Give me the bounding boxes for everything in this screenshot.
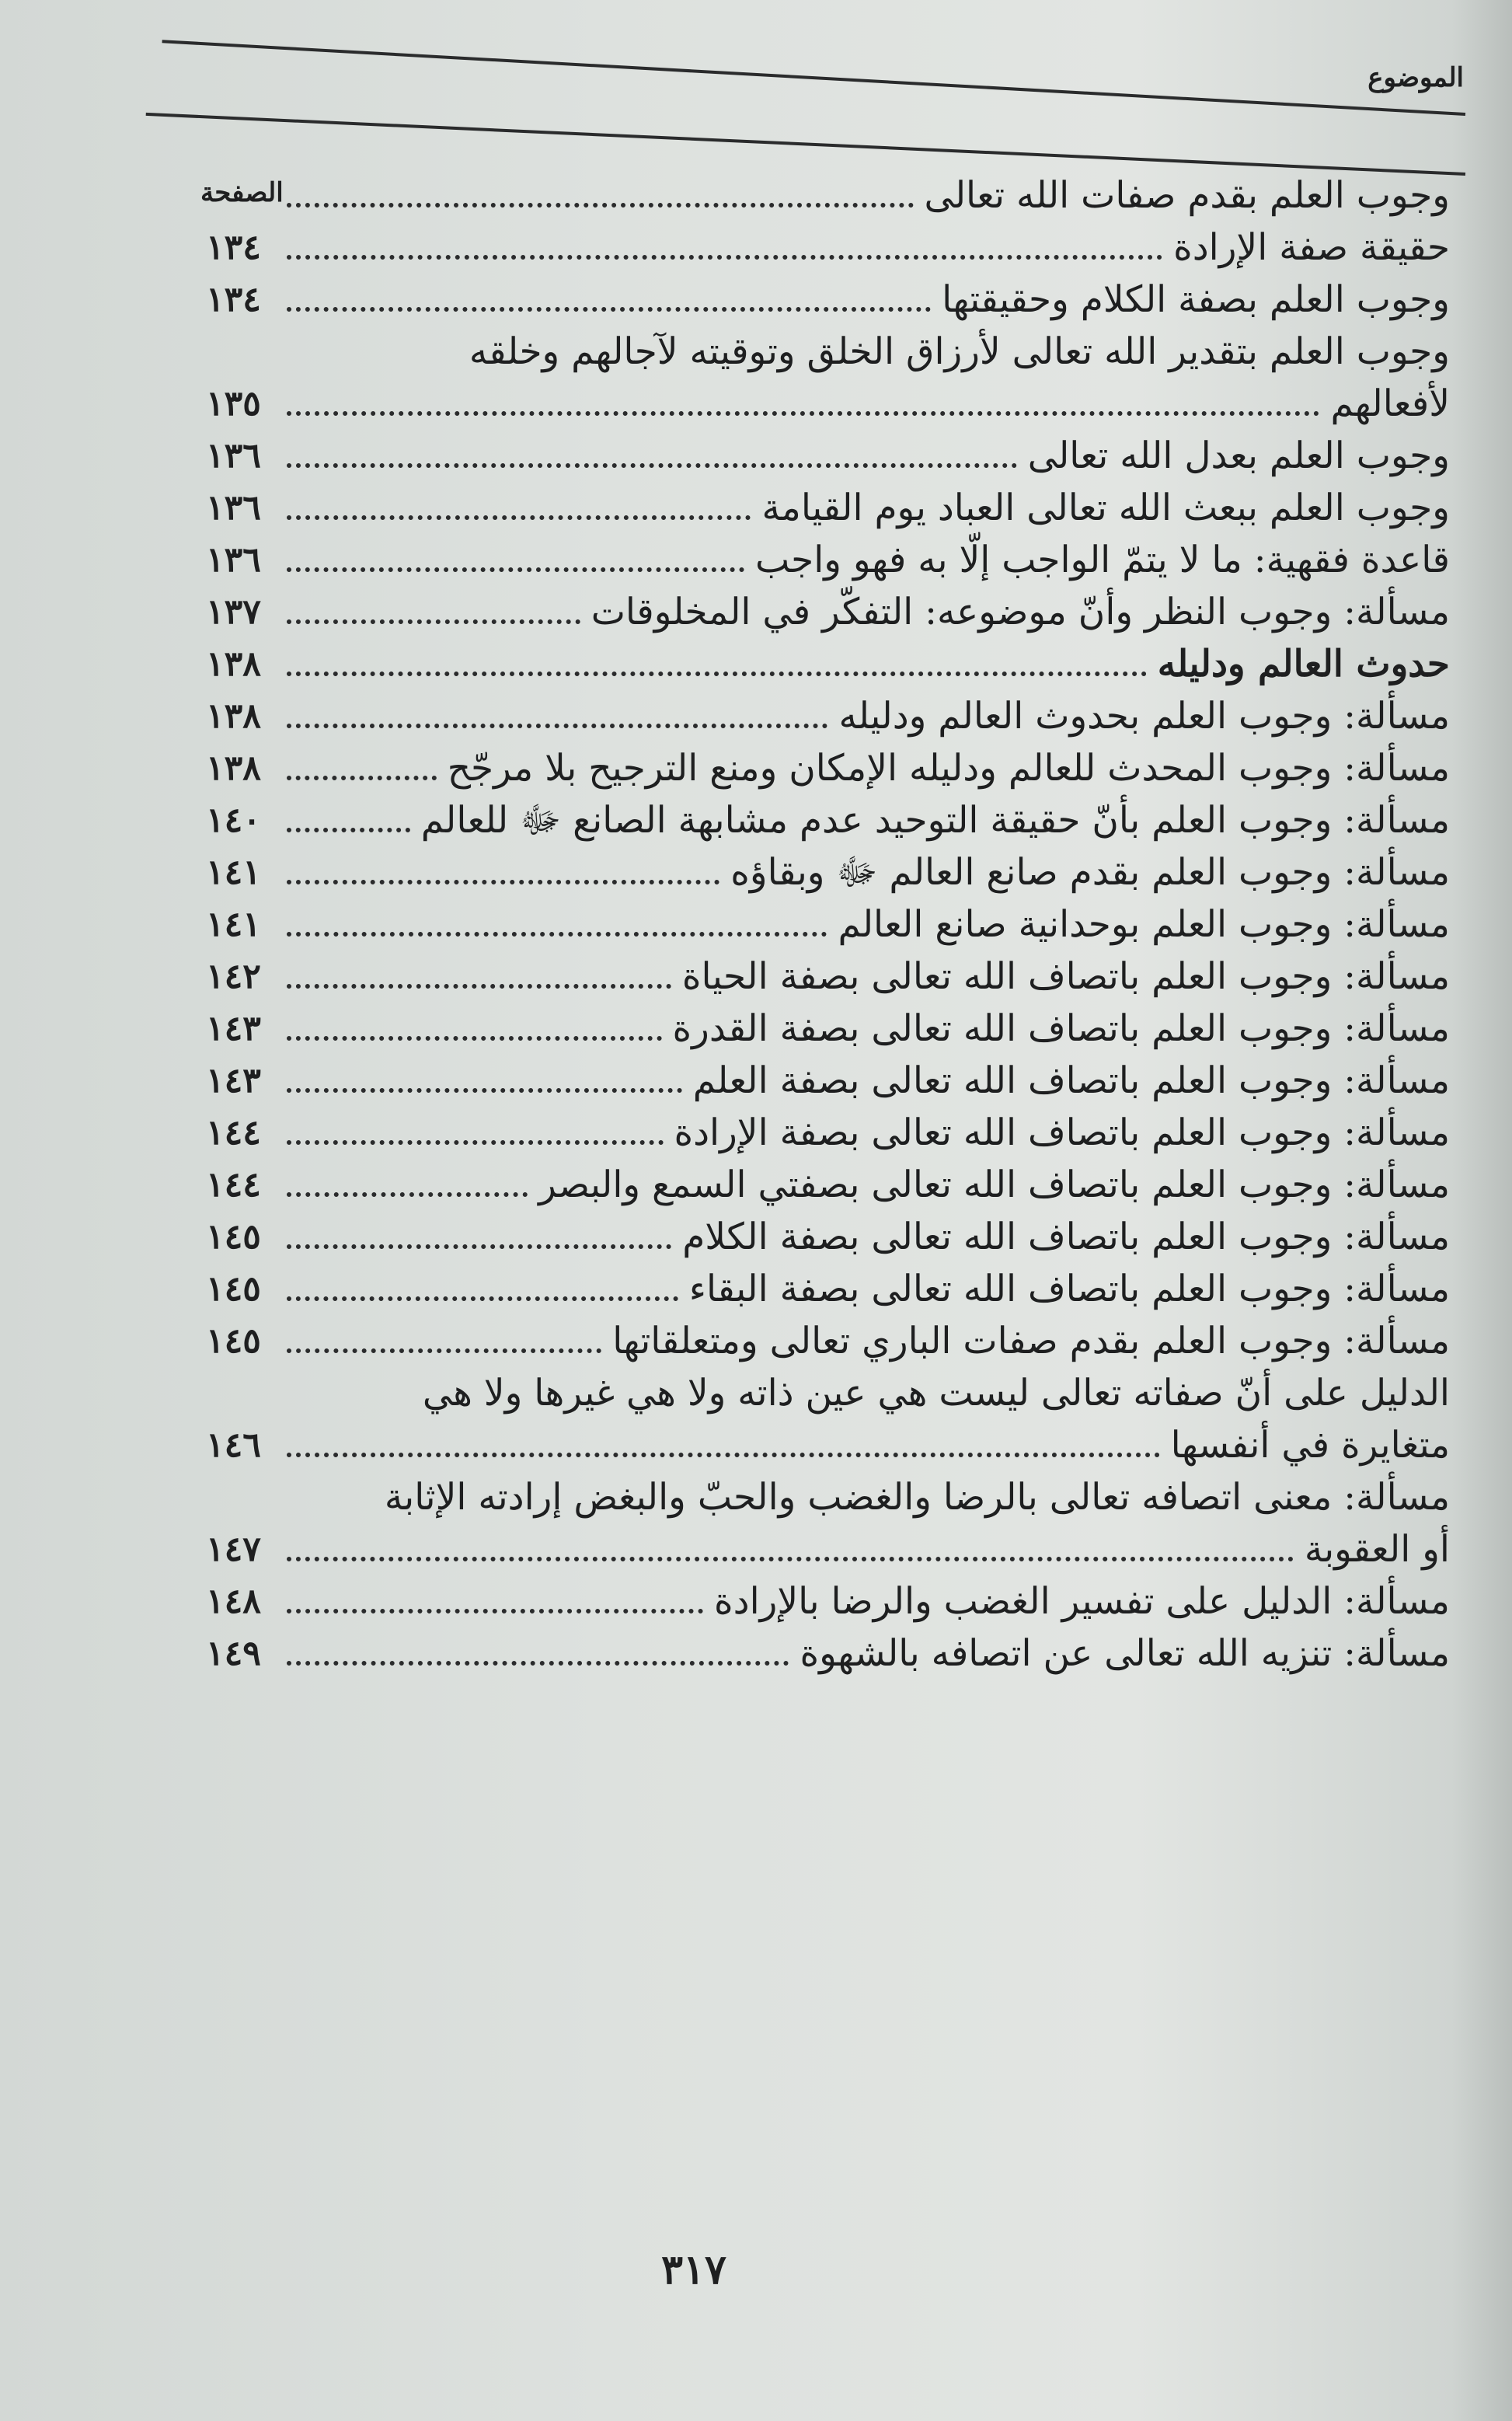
dot-leader [287, 1244, 671, 1249]
entry-page: ١٤٥ [206, 1217, 261, 1257]
entry-title: قاعدة فقهية: ما لا يتمّ الواجب إلّا به فهو واجب [755, 539, 1450, 581]
entry-page: ١٤١ [206, 905, 261, 944]
header-bottom-rule [146, 113, 1465, 176]
dot-leader [287, 1348, 601, 1353]
entry-page: ١٤٥ [206, 1321, 261, 1361]
entry-title: مسألة: وجوب العلم باتصاف الله تعالى بصفة العلم [692, 1059, 1450, 1102]
table-of-contents [206, 169, 1450, 1680]
entry-page: ١٤٥ [206, 1269, 261, 1309]
toc-entry [206, 586, 1450, 638]
entry-page: ١٤٧ [206, 1530, 261, 1569]
subject-column-header: الموضوع [1367, 62, 1464, 93]
entry-title: مسألة: وجوب العلم باتصاف الله تعالى بصفة الحياة [681, 955, 1450, 998]
entry-page: ١٤٠ [206, 801, 261, 840]
toc-entry [206, 1263, 1450, 1315]
dot-leader [287, 203, 914, 208]
toc-entry [206, 274, 1450, 326]
entry-page: ١٣٦ [206, 540, 261, 580]
toc-entry [206, 430, 1450, 482]
toc-entry [206, 482, 1450, 534]
entry-title-line2: لأفعالهم [1330, 382, 1450, 425]
toc-entry [206, 222, 1450, 274]
entry-page: ١٤٤ [206, 1113, 261, 1153]
entry-title: وجوب العلم بقدم صفات الله تعالى [924, 174, 1450, 217]
entry-title: مسألة: وجوب العلم بأنّ حقيقة التوحيد عدم مشابهة الصانع ﷻ للعالم [420, 799, 1450, 842]
toc-entry [206, 1159, 1450, 1211]
entry-title: مسألة: وجوب العلم بقدم صانع العالم ﷻ وبقاؤه [730, 851, 1450, 894]
dot-leader [287, 1296, 678, 1301]
toc-section-heading [206, 638, 1450, 690]
page-number: ٣١٧ [661, 2246, 726, 2294]
dot-leader [287, 828, 410, 832]
dot-leader [287, 1088, 682, 1093]
dot-leader [287, 619, 580, 624]
entry-page: ١٣٨ [206, 748, 261, 788]
toc-entry [206, 1367, 1450, 1471]
entry-title: مسألة: وجوب العلم بوحدانية صانع العالم [838, 903, 1450, 946]
dot-leader [287, 1661, 789, 1666]
entry-title: مسألة: وجوب العلم باتصاف الله تعالى بصفة الإرادة [674, 1111, 1450, 1154]
entry-page: ١٤٤ [206, 1165, 261, 1205]
header-top-rule [162, 40, 1466, 116]
dot-leader [287, 1140, 664, 1145]
toc-entry [206, 1575, 1450, 1627]
entry-title: مسألة: وجوب المحدث للعالم ودليله الإمكان ومنع الترجيح بلا مرجّح [447, 747, 1450, 790]
entry-page: ١٣٦ [206, 488, 261, 528]
entry-title-line2: أو العقوبة [1304, 1528, 1450, 1571]
toc-entry [206, 794, 1450, 846]
page-column-header: الصفحة [200, 177, 284, 208]
entry-title-line1: الدليل على أنّ صفاته تعالى ليست هي عين ذاته ولا هي غيرها ولا هي [422, 1372, 1450, 1415]
toc-entry [206, 169, 1450, 222]
entry-page: ١٤٣ [206, 1061, 261, 1101]
entry-title: وجوب العلم بعدل الله تعالى [1027, 434, 1450, 477]
dot-leader [287, 1557, 1294, 1561]
entry-page: ١٤٨ [206, 1582, 261, 1621]
toc-entry [206, 326, 1450, 430]
entry-title: مسألة: وجوب العلم بحدوث العالم ودليله [838, 695, 1450, 738]
entry-page: ١٣٨ [206, 696, 261, 736]
entry-title-line1: مسألة: معنى اتصافه تعالى بالرضا والغضب والحبّ والبغض إرادته الإثابة [384, 1476, 1450, 1519]
toc-entry [206, 1627, 1450, 1680]
dot-leader [287, 463, 1017, 468]
dot-leader [287, 932, 827, 937]
dot-leader [287, 411, 1319, 416]
dot-leader [287, 255, 1162, 260]
entry-page: ١٣٥ [206, 384, 261, 424]
toc-entry [206, 951, 1450, 1003]
dot-leader [287, 515, 751, 520]
toc-entry [206, 742, 1450, 794]
toc-entry [206, 690, 1450, 742]
toc-entry [206, 846, 1450, 898]
entry-title: حدوث العالم ودليله [1157, 643, 1450, 685]
toc-entry [206, 1471, 1450, 1575]
toc-entry [206, 1315, 1450, 1367]
dot-leader [287, 1453, 1160, 1457]
dot-leader [287, 724, 827, 728]
dot-leader [287, 1036, 662, 1041]
entry-title: مسألة: وجوب النظر وأنّ موضوعه: التفكّر في المخلوقات [591, 591, 1450, 633]
entry-page: ١٤٣ [206, 1009, 261, 1048]
entry-title: مسألة: الدليل على تفسير الغضب والرضا بالإرادة [714, 1580, 1450, 1623]
entry-title: حقيقة صفة الإرادة [1173, 226, 1450, 269]
toc-entry [206, 898, 1450, 951]
entry-page: ١٣٤ [206, 280, 261, 319]
entry-page: ١٣٨ [206, 644, 261, 684]
dot-leader [287, 984, 671, 989]
entry-title: مسألة: وجوب العلم باتصاف الله تعالى بصفة القدرة [672, 1007, 1450, 1050]
entry-page: ١٣٤ [206, 228, 261, 267]
entry-title-line2: متغايرة في أنفسها [1170, 1424, 1450, 1467]
entry-title: وجوب العلم ببعث الله تعالى العباد يوم القيامة [761, 487, 1450, 529]
toc-entry [206, 534, 1450, 586]
entry-page: ١٤٩ [206, 1634, 261, 1673]
entry-title: مسألة: وجوب العلم باتصاف الله تعالى بصفة الكلام [682, 1216, 1450, 1258]
dot-leader [287, 672, 1147, 676]
entry-page: ١٤٢ [206, 957, 261, 996]
dot-leader [287, 776, 437, 780]
entry-title: وجوب العلم بصفة الكلام وحقيقتها [942, 278, 1450, 321]
toc-entry [206, 1107, 1450, 1159]
toc-entry [206, 1055, 1450, 1107]
dot-leader [287, 1609, 703, 1613]
entry-title: مسألة: وجوب العلم باتصاف الله تعالى بصفة البقاء [688, 1268, 1450, 1310]
entry-title-line1: وجوب العلم بتقدير الله تعالى لأرزاق الخلق وتوقيته لآجالهم وخلقه [469, 330, 1450, 373]
dot-leader [287, 307, 931, 312]
dot-leader [287, 567, 744, 572]
toc-entry [206, 1211, 1450, 1263]
entry-page: ١٣٦ [206, 436, 261, 476]
entry-page: ١٤٦ [206, 1425, 261, 1465]
toc-entry [206, 1003, 1450, 1055]
entry-title: مسألة: وجوب العلم باتصاف الله تعالى بصفتي السمع والبصر [538, 1163, 1450, 1206]
entry-page: ١٤١ [206, 853, 261, 892]
dot-leader [287, 880, 719, 884]
entry-page: ١٣٧ [206, 592, 261, 632]
entry-title: مسألة: وجوب العلم بقدم صفات الباري تعالى ومتعلقاتها [612, 1320, 1450, 1362]
dot-leader [287, 1192, 528, 1197]
entry-title: مسألة: تنزيه الله تعالى عن اتصافه بالشهوة [800, 1632, 1450, 1675]
